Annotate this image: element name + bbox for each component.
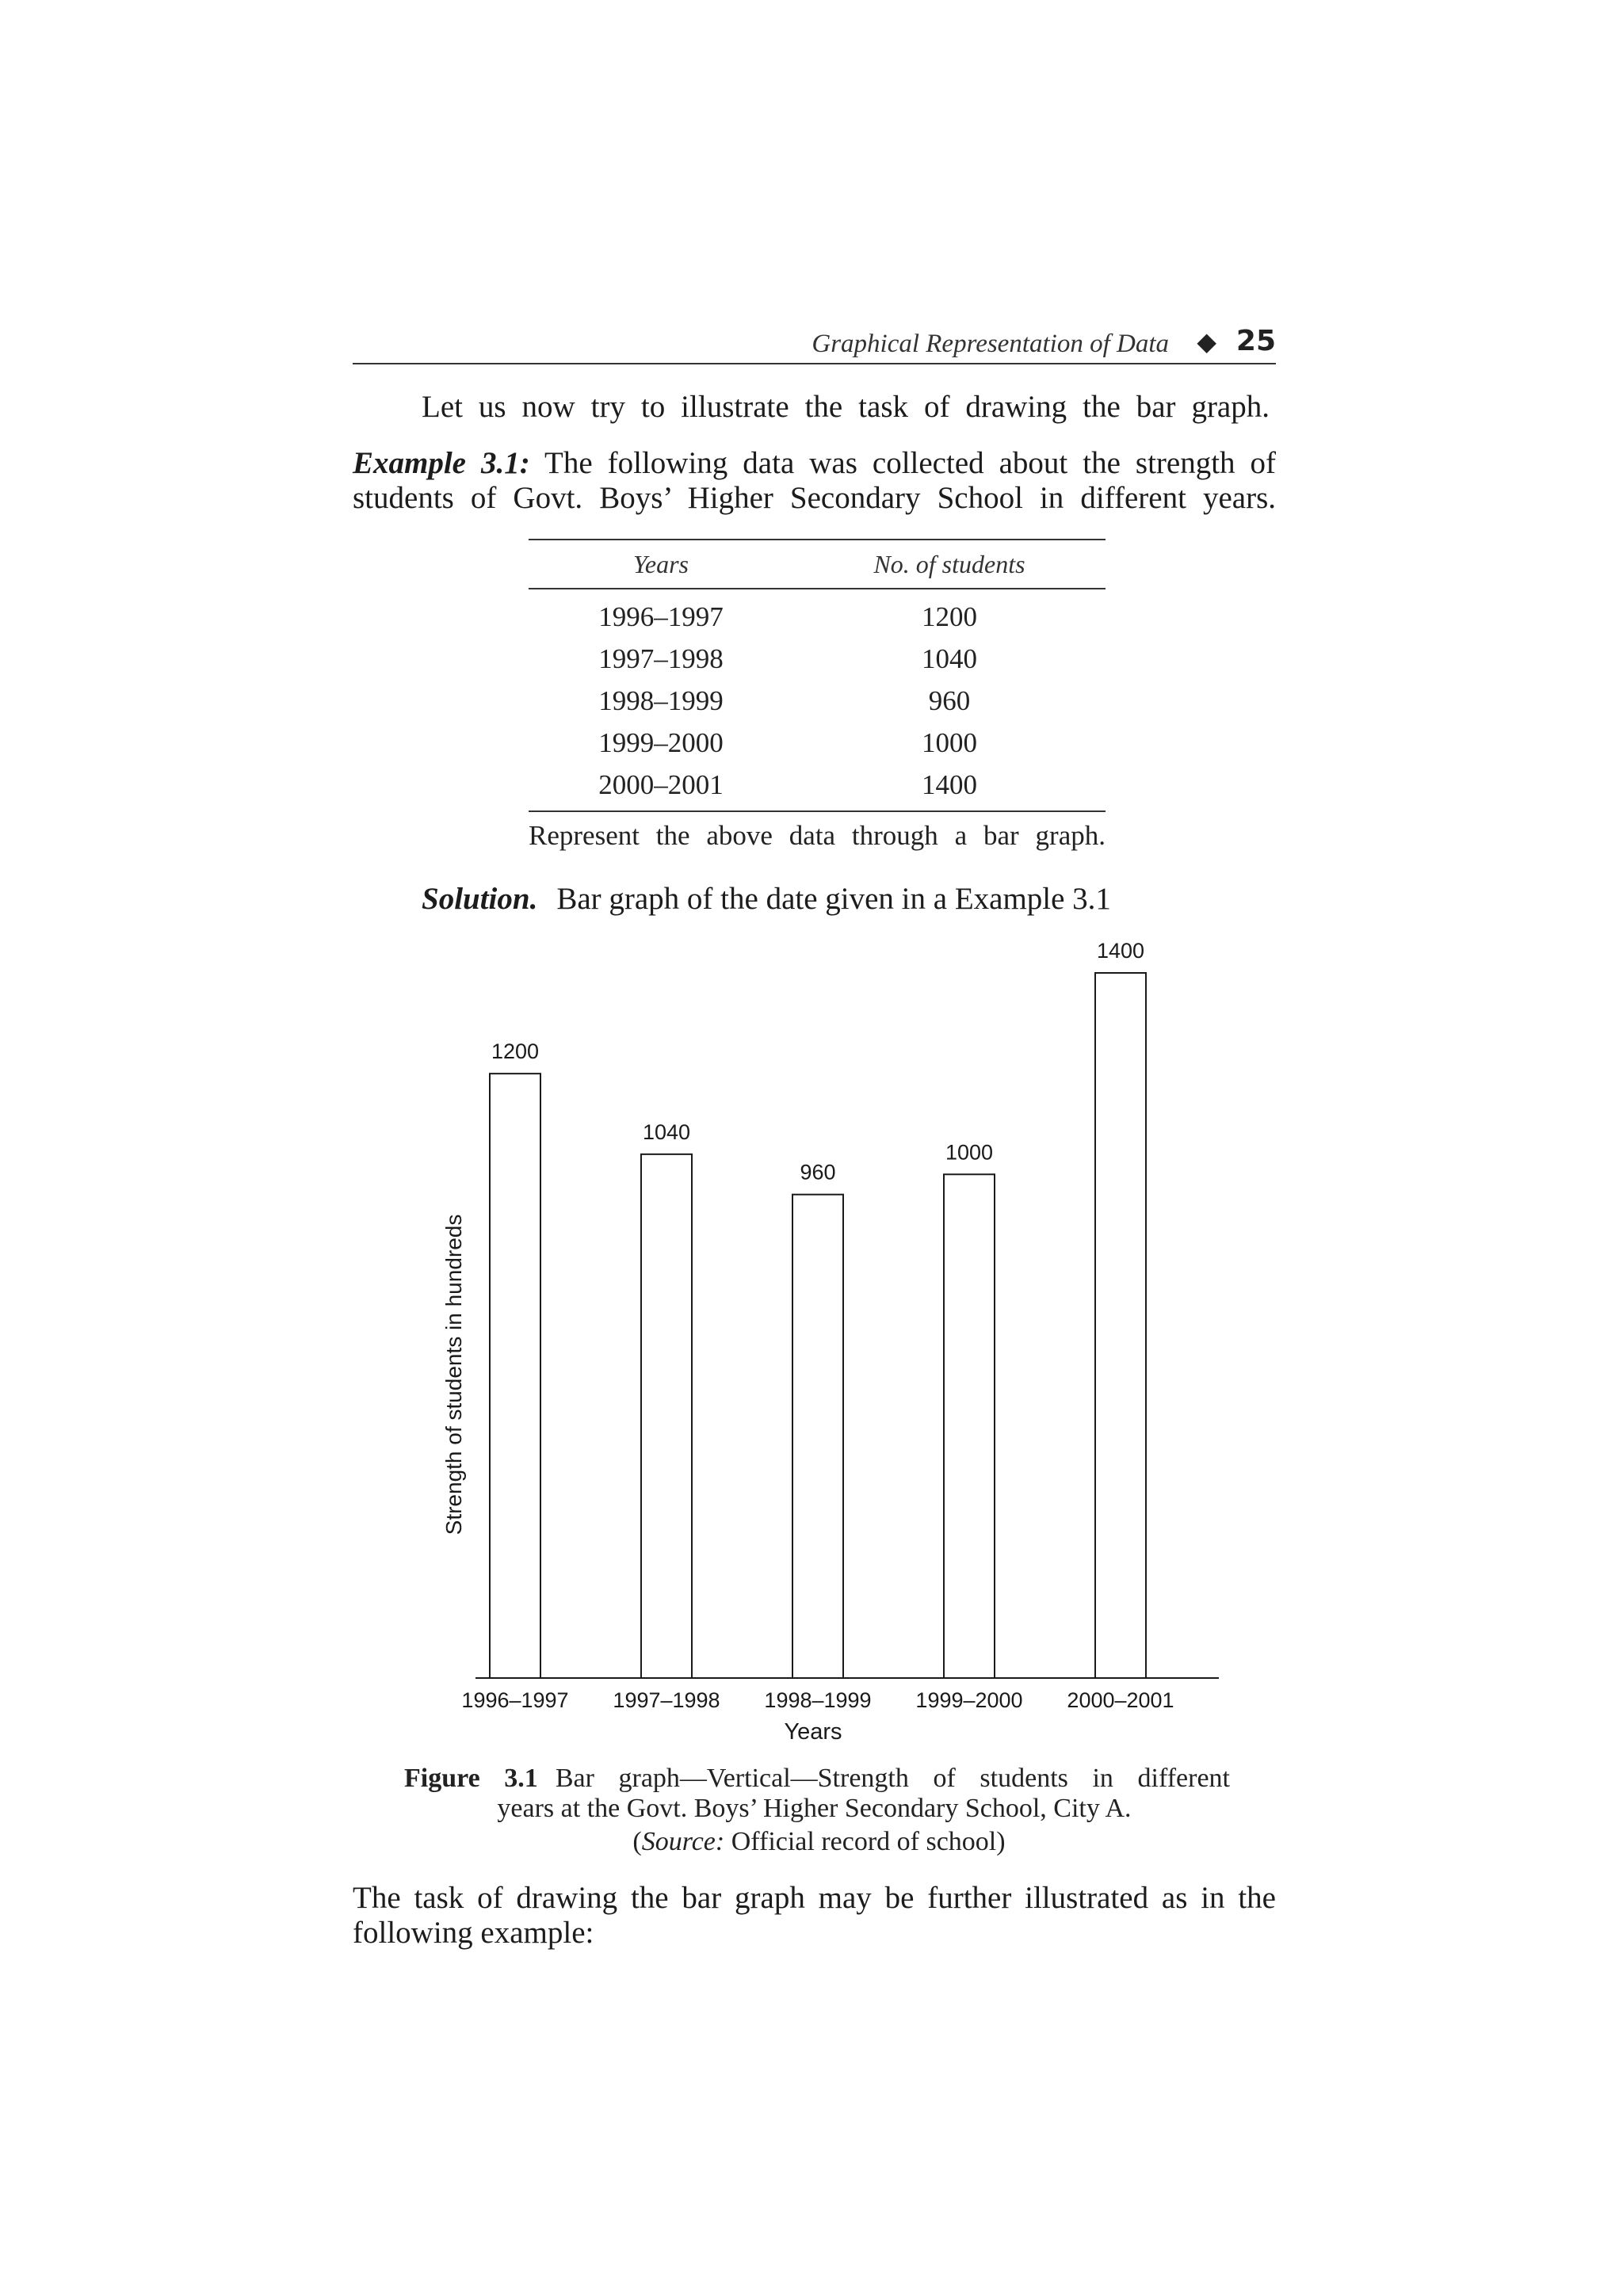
diamond-icon: ◆ [1197, 327, 1216, 356]
example-statement-line-2: students of Govt. Boys’ Higher Secondary School in different years. [353, 481, 1276, 515]
table-header-students: No. of students [873, 549, 1025, 578]
table-row [529, 596, 1106, 638]
source-text: Official record of school) [724, 1827, 1006, 1856]
table-cell-students: 1400 [922, 769, 977, 800]
bars-layer [490, 973, 1146, 1678]
labels-layer [461, 939, 1174, 1712]
x-tick-label: 1997–1998 [613, 1688, 720, 1712]
y-axis-title: Strength of students in hundreds [441, 1214, 466, 1535]
x-tick-label: 2000–2001 [1067, 1688, 1174, 1712]
running-header [353, 325, 1276, 363]
source-open-paren: ( [632, 1827, 642, 1856]
table-header-years: Years [633, 549, 689, 578]
table-cell-students: 960 [928, 685, 971, 716]
source-label: Source: [641, 1827, 725, 1856]
table-cell-year: 1996–1997 [598, 601, 724, 632]
table-cell-students: 1040 [922, 643, 977, 674]
intro-paragraph: Let us now try to illustrate the task of drawing the bar graph. [422, 390, 1270, 424]
table-row [529, 722, 1106, 764]
table-cell-year: 1997–1998 [598, 643, 724, 674]
data-label: 1040 [642, 1119, 691, 1144]
figure-label: Figure 3.1 [404, 1764, 538, 1793]
x-tick-label: 1996–1997 [461, 1688, 569, 1712]
figure-source [353, 1827, 1281, 1857]
closing-paragraph-line-1: The task of drawing the bar graph may be further illustrated as in the [353, 1881, 1276, 1915]
bar-1996–1997 [490, 1074, 540, 1678]
solution-label: Solution. [422, 882, 538, 916]
table-row [529, 680, 1106, 722]
table-cell-students: 1200 [922, 601, 977, 632]
x-axis-title: Years [784, 1719, 842, 1745]
solution-line [422, 881, 1214, 917]
table-row [529, 764, 1106, 806]
data-label: 1200 [491, 1039, 540, 1064]
example-label: Example 3.1: [353, 446, 530, 480]
bar-2000–2001 [1095, 973, 1146, 1678]
data-label: 960 [800, 1160, 836, 1184]
page-number: 25 [1235, 325, 1276, 357]
example-text-1: The following data was collected about the strength of [544, 446, 1277, 480]
table-body [529, 589, 1106, 810]
bar-1998–1999 [792, 1195, 843, 1678]
table-cell-students: 1000 [922, 727, 977, 758]
figure-caption-line-2: years at the Govt. Boys’ Higher Secondary School, City A. [497, 1794, 1132, 1823]
figure-caption-line-1 [404, 1764, 1230, 1794]
x-tick-label: 1999–2000 [915, 1688, 1023, 1712]
running-title: Graphical Representation of Data [812, 330, 1169, 358]
solution-text: Bar graph of the date given in a Example 3.1 [556, 882, 1111, 916]
table-cell-year: 2000–2001 [598, 769, 724, 800]
x-tick-label: 1998–1999 [764, 1688, 872, 1712]
data-label: 1400 [1096, 939, 1145, 963]
bar-1997–1998 [641, 1154, 692, 1678]
table-row [529, 638, 1106, 680]
table-header-row [529, 540, 1106, 589]
table-cell-year: 1999–2000 [598, 727, 724, 758]
data-table [529, 539, 1106, 812]
data-label: 1000 [945, 1140, 994, 1165]
table-cell-year: 1998–1999 [598, 685, 724, 716]
table-note: Represent the above data through a bar graph. [529, 820, 1106, 851]
figure-caption-text-1: Bar graph—Vertical—Strength of students in different [555, 1764, 1230, 1793]
closing-paragraph-line-2: following example: [353, 1916, 594, 1950]
bar-1999–2000 [944, 1174, 995, 1678]
example-statement-line-1 [353, 446, 1276, 481]
header-rule [353, 363, 1276, 364]
